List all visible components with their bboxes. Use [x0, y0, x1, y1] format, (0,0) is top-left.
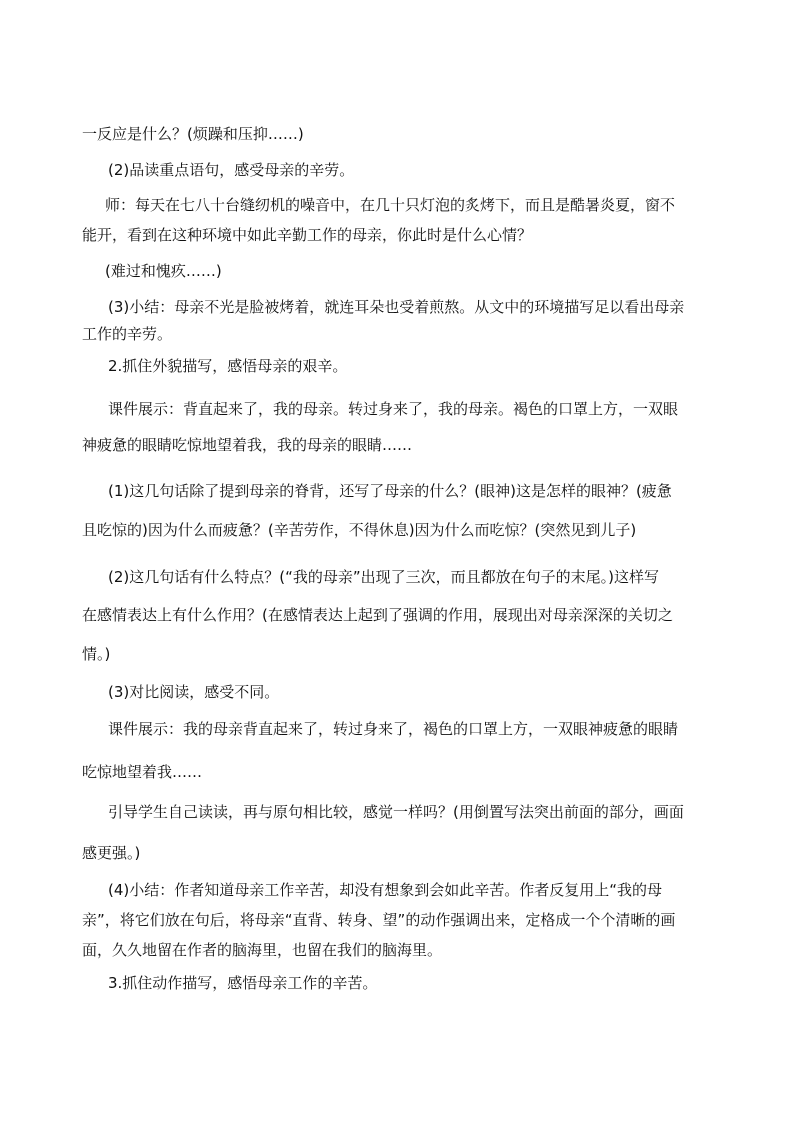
- paragraph-line: 工作的辛劳。: [82, 325, 173, 343]
- paragraph-line: (4)小结：作者知道母亲工作辛苦，却没有想象到会如此辛苦。作者反复用上“我的母: [108, 881, 663, 899]
- paragraph-line: 亲”，将它们放在句后，将母亲“直背、转身、望”的动作强调出来，定格成一个个清晰的画: [82, 911, 676, 929]
- paragraph-line: 吃惊地望着我……: [82, 763, 203, 781]
- paragraph-line: (1)这几句话除了提到母亲的脊背，还写了母亲的什么？(眼神)这是怎样的眼神？(疲惫: [108, 482, 672, 500]
- paragraph-line: 一反应是什么？(烦躁和压抑……): [82, 125, 304, 143]
- paragraph-line: 师：每天在七八十台缝纫机的噪音中，在几十只灯泡的炙烤下，而且是酷暑炎夏，窗不: [105, 196, 676, 214]
- paragraph-line: 神疲惫的眼睛吃惊地望着我，我的母亲的眼睛……: [82, 436, 413, 454]
- paragraph-line: 课件展示：我的母亲背直起来了，转过身来了，褐色的口罩上方，一双眼神疲惫的眼睛: [108, 720, 679, 738]
- paragraph-line: 2.抓住外貌描写，感悟母亲的艰辛。: [108, 357, 348, 375]
- paragraph-line: 且吃惊的)因为什么而疲惫？(辛苦劳作，不得休息)因为什么而吃惊？(突然见到儿子): [82, 521, 637, 539]
- paragraph-line: (3)小结：母亲不光是脸被烤着，就连耳朵也受着煎熬。从文中的环境描写足以看出母亲: [108, 298, 685, 316]
- paragraph-line: 感更强。): [82, 844, 141, 862]
- paragraph-line: (3)对比阅读，感受不同。: [108, 683, 280, 701]
- paragraph-line: 能开，看到在这种环境中如此辛勤工作的母亲，你此时是什么心情？: [82, 226, 533, 244]
- paragraph-line: 面，久久地留在作者的脑海里，也留在我们的脑海里。: [82, 941, 443, 959]
- paragraph-line: 课件展示：背直起来了，我的母亲。转过身来了，我的母亲。褐色的口罩上方，一双眼: [108, 400, 679, 418]
- paragraph-line: (2)品读重点语句，感受母亲的辛劳。: [108, 161, 355, 179]
- paragraph-line: 引导学生自己读读，再与原句相比较，感觉一样吗？(用倒置写法突出前面的部分，画面: [108, 803, 684, 821]
- paragraph-line: 情。): [82, 645, 111, 663]
- paragraph-line: 在感情表达上有什么作用？(在感情表达上起到了强调的作用，展现出对母亲深深的关切之: [82, 606, 673, 624]
- paragraph-line: 3.抓住动作描写，感悟母亲工作的辛苦。: [108, 974, 378, 992]
- paragraph-line: (2)这几句话有什么特点？(“我的母亲”出现了三次，而且都放在句子的末尾。)这样写: [108, 568, 659, 586]
- paragraph-line: (难过和愧疚……): [105, 262, 222, 280]
